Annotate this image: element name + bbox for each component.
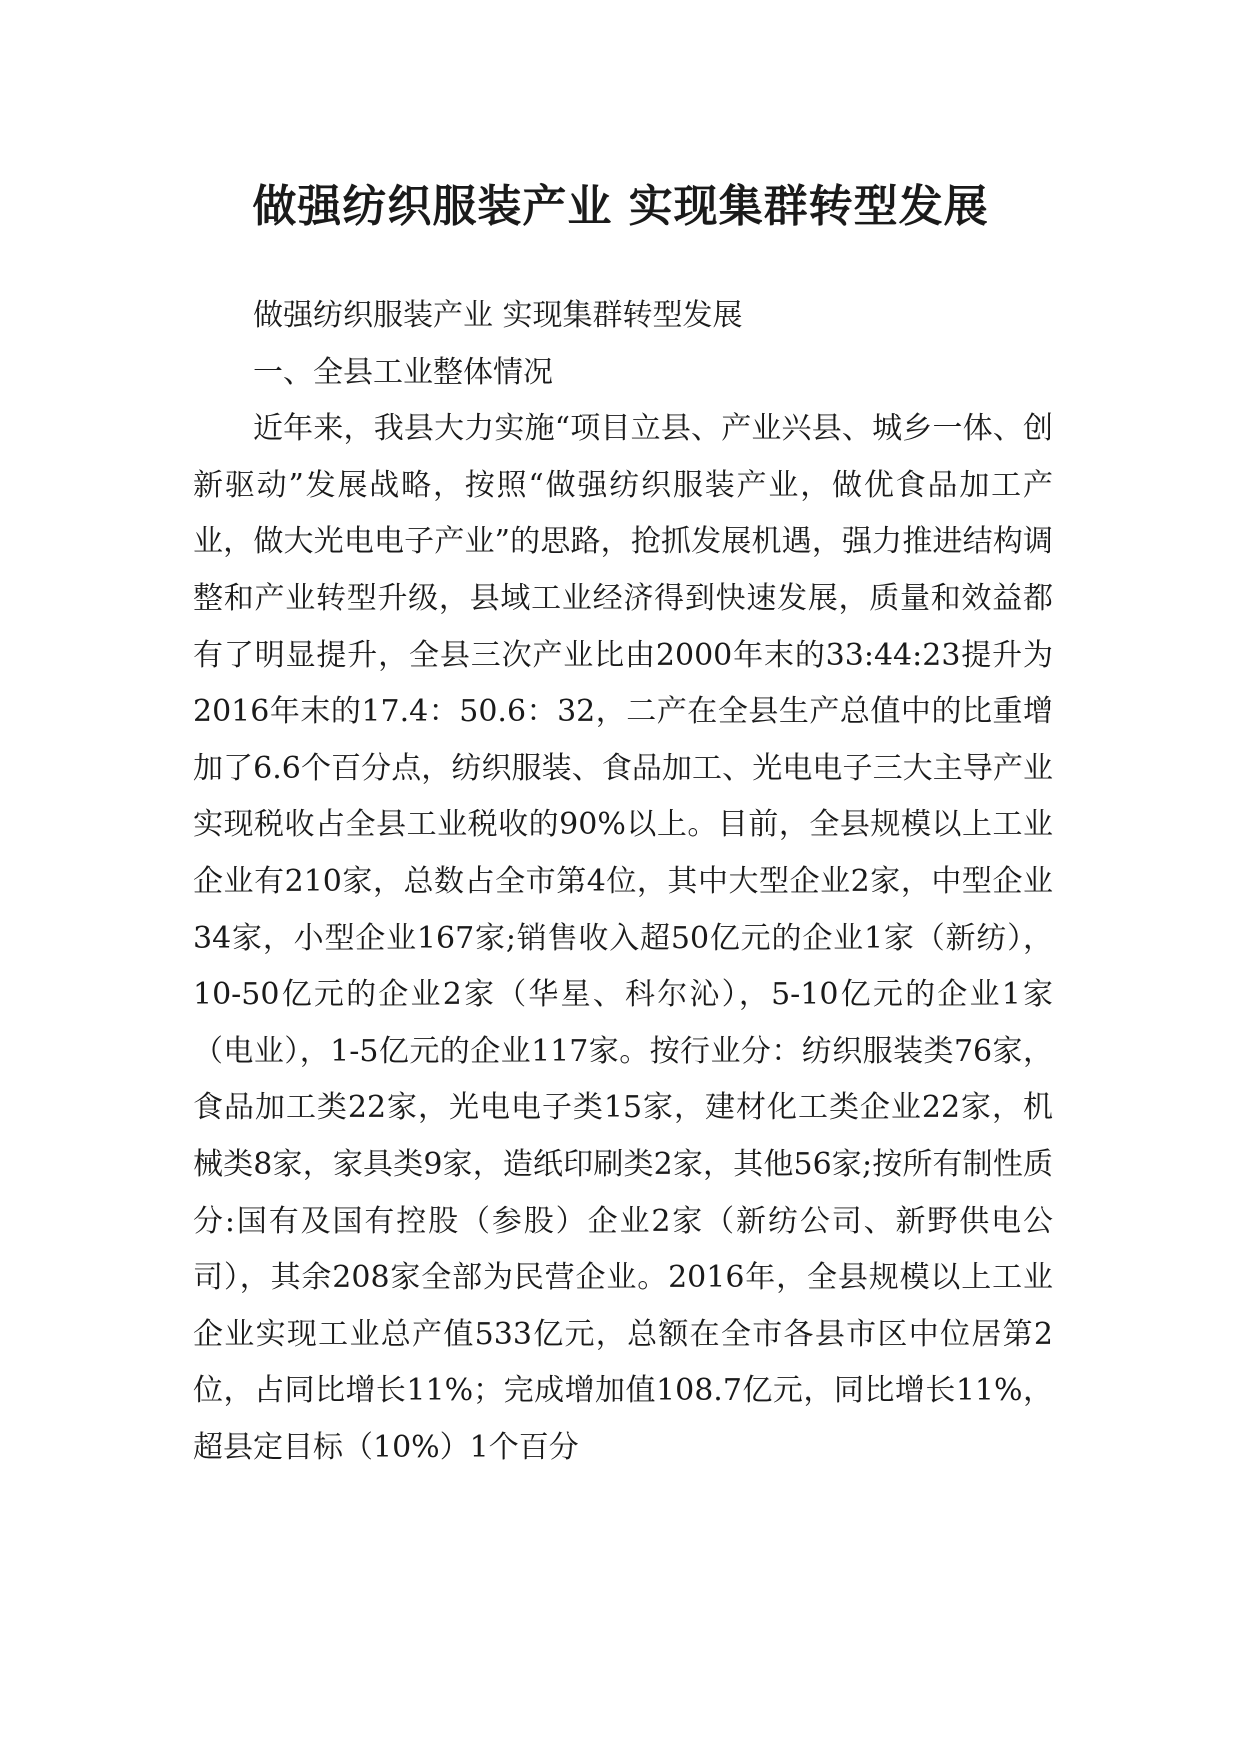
document-subtitle: 做强纺织服装产业 实现集群转型发展 [253, 298, 743, 333]
document-body [193, 288, 1053, 1476]
body-paragraph: 近年来，我县大力实施“项目立县、产业兴县、城乡一体、创新驱动”发展战略，按照“做强纺织服装产业，做优食品加工产业，做大光电电子产业”的思路，抢抓发展机遇，强力推进结构调整和产业转型升级，县域工业经济得到快速发展，质量和效益都有了明显提升，全县三次产业比由2000年末的33:44:23提升为2016年末的17.4：50.6：32，二产在全县生产总值中的比重增加了6.6个百分点，纺织服装、食品加工、光电电子三大主导产业实现税收占全县工业税收的90%以上。目前，全县规模以上工业企业有210家，总数占全市第4位，其中大型企业2家，中型企业34家，小型企业167家;销售收入超50亿元的企业1家（新纺），10-50亿元的企业2家（华星、科尔沁），5-10亿元的企业1家（电业），1-5亿元的企业117家。按行业分：纺织服装类76家，食品加工类22家，光电电子类15家，建材化工类企业22家，机械类8家，家具类9家，造纸印刷类2家，其他56家;按所有制性质分:国有及国有控股（参股）企业2家（新纺公司、新野供电公司），其余208家全部为民营企业。2016年，全县规模以上工业企业实现工业总产值533亿元，总额在全市各县市区中位居第2位，占同比增长11%；完成增加值108.7亿元，同比增长11%，超县定目标（10%）1个百分 [193, 411, 1053, 1465]
document-title: 做强纺织服装产业 实现集群转型发展 [252, 181, 989, 233]
section-heading: 一、全县工业整体情况 [253, 354, 553, 390]
